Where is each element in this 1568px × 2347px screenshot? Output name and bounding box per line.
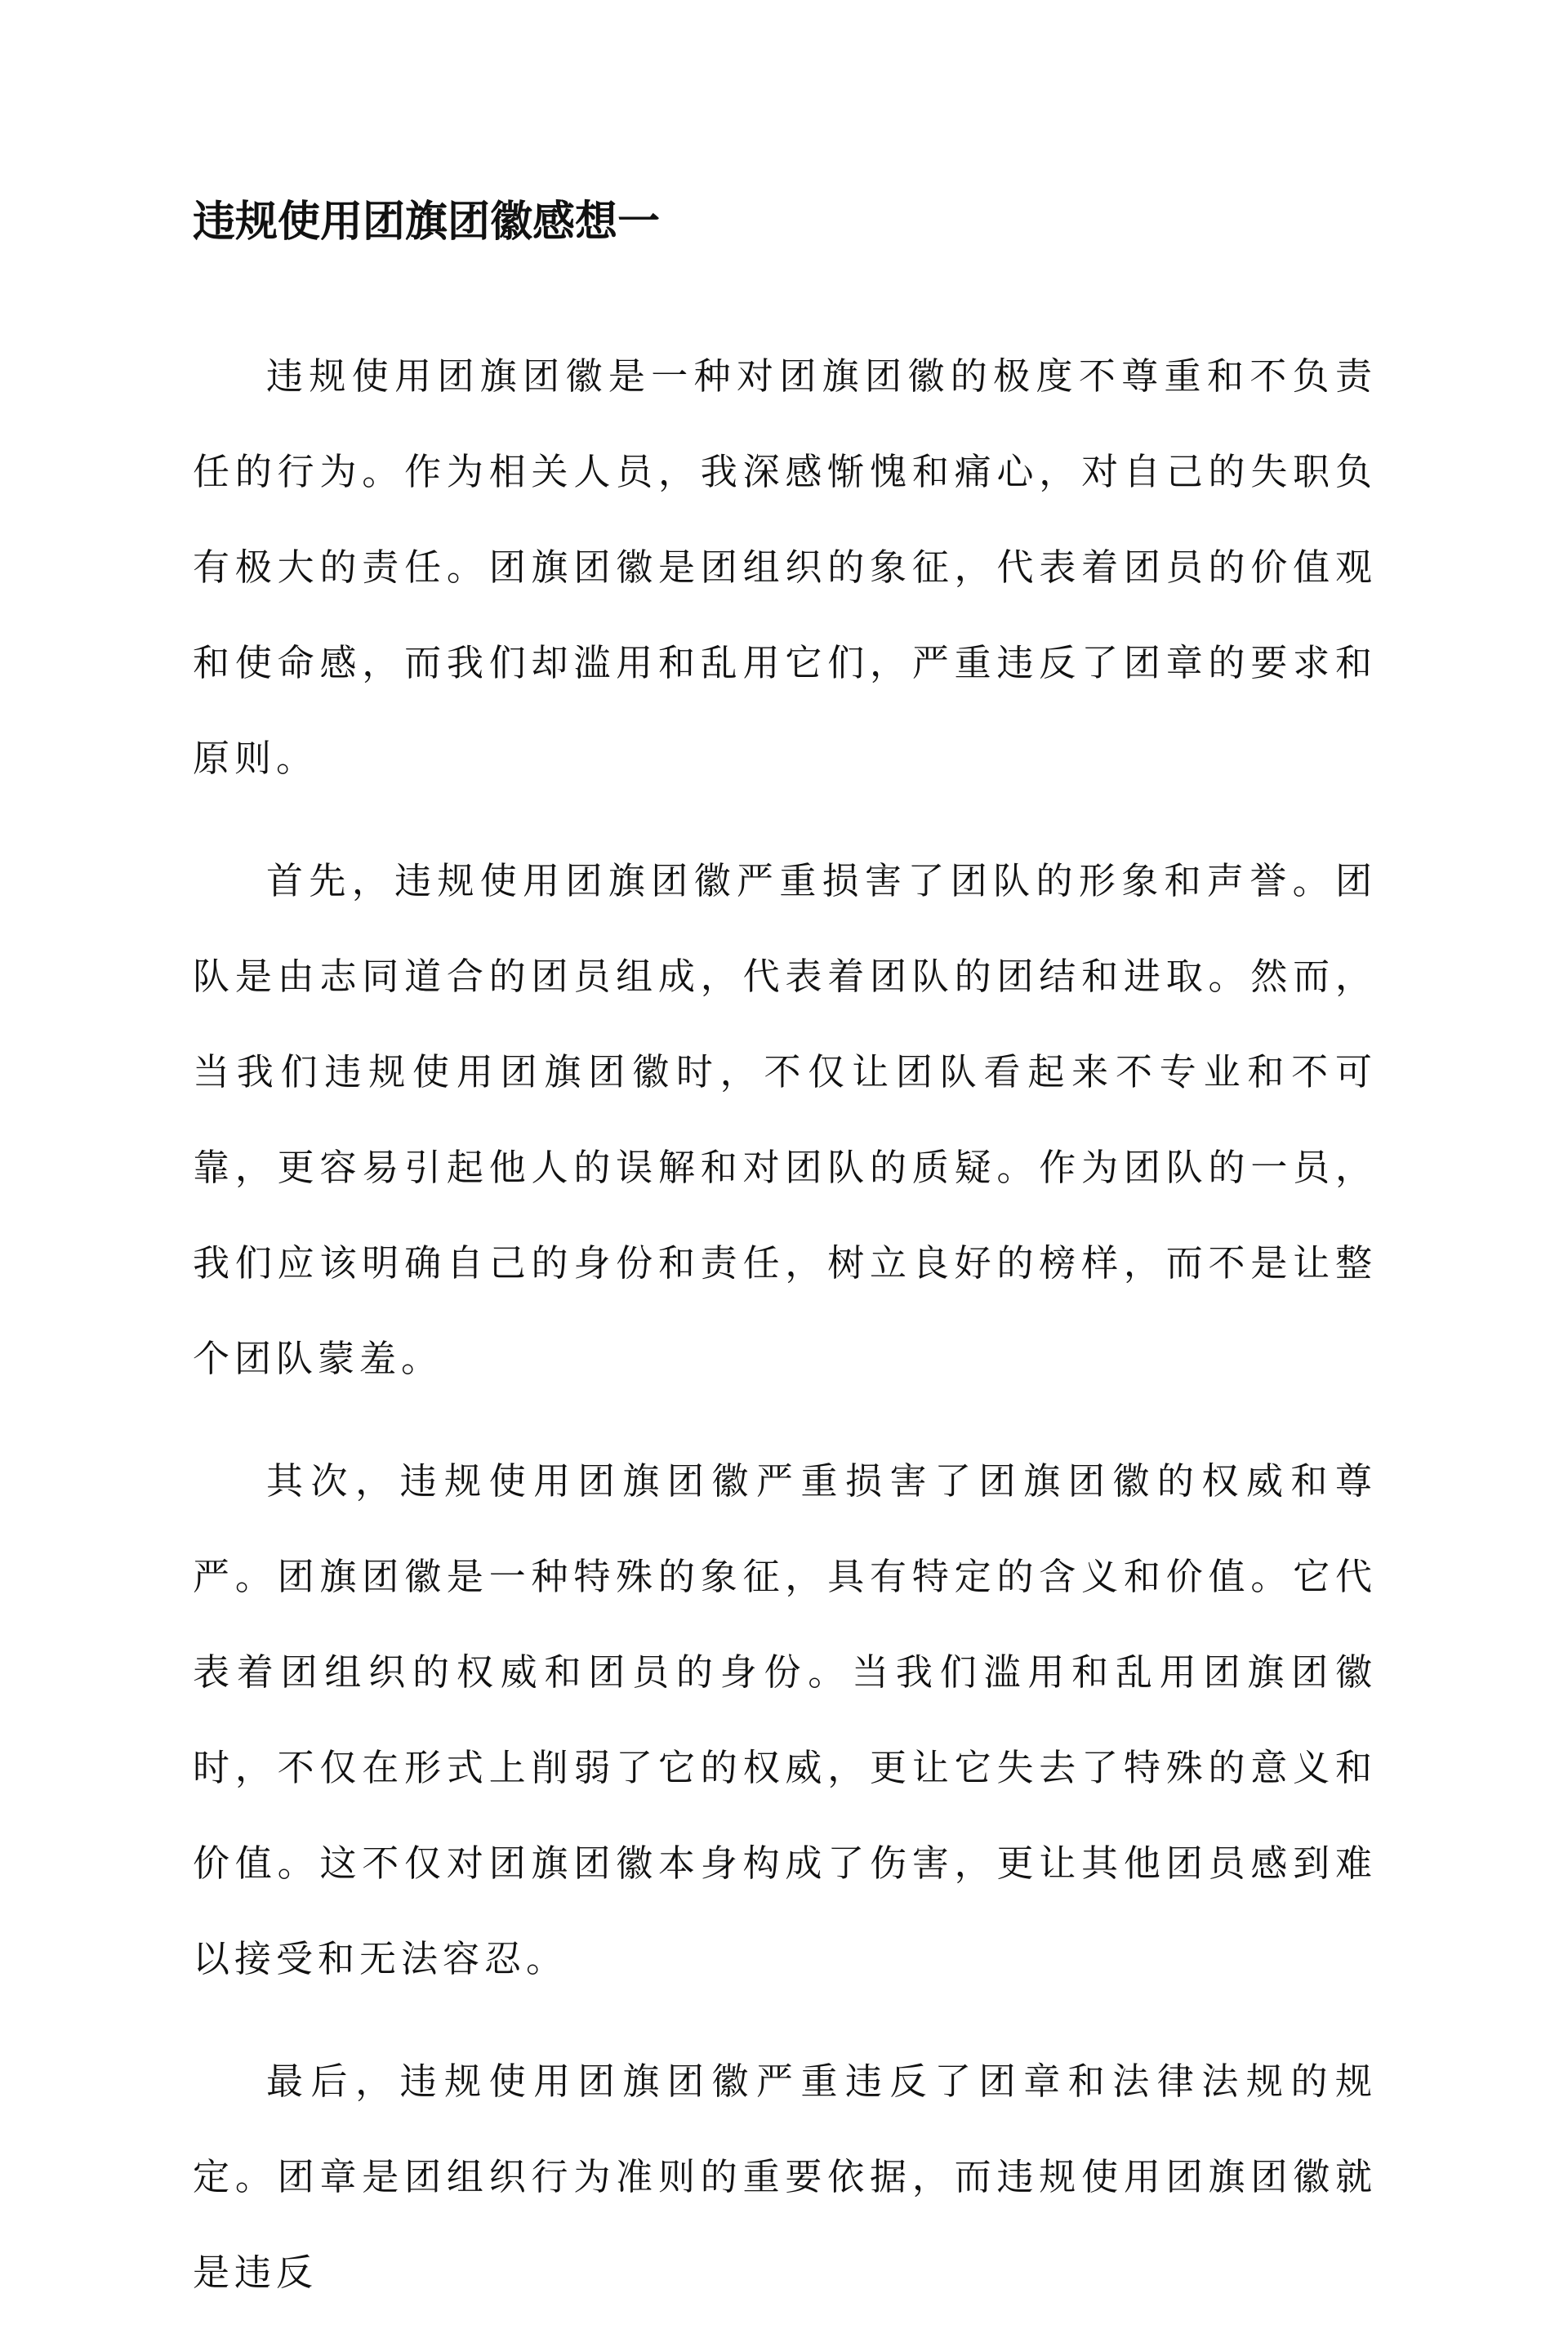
document-body [193, 328, 1377, 2347]
paragraph-1: 违规使用团旗团徽是一种对团旗团徽的极度不尊重和不负责任的行为。作为相关人员，我深感惭愧和痛心，对自己的失职负有极大的责任。团旗团徽是团组织的象征，代表着团员的价值观和使命感，而我们却滥用和乱用它们，严重违反了团章的要求和原则。 [193, 354, 1377, 780]
paragraph-2: 首先，违规使用团旗团徽严重损害了团队的形象和声誉。团队是由志同道合的团员组成，代表着团队的团结和进取。然而，当我们违规使用团旗团徽时，不仅让团队看起来不专业和不可靠，更容易引起他人的误解和对团队的质疑。作为团队的一员，我们应该明确自己的身份和责任，树立良好的榜样，而不是让整个团队蒙羞。 [193, 859, 1377, 1380]
paragraph-3: 其次，违规使用团旗团徽严重损害了团旗团徽的权威和尊严。团旗团徽是一种特殊的象征，具有特定的含义和价值。它代表着团组织的权威和团员的身份。当我们滥用和乱用团旗团徽时，不仅在形式上削弱了它的权威，更让它失去了特殊的意义和价值。这不仅对团旗团徽本身构成了伤害，更让其他团员感到难以接受和无法容忍。 [193, 1459, 1377, 1980]
paragraph-4: 最后，违规使用团旗团徽严重违反了团章和法律法规的规定。团章是团组织行为准则的重要依据，而违规使用团旗团徽就是违反 [193, 2060, 1377, 2294]
document-title: 违规使用团旗团徽感想一 [193, 197, 661, 247]
